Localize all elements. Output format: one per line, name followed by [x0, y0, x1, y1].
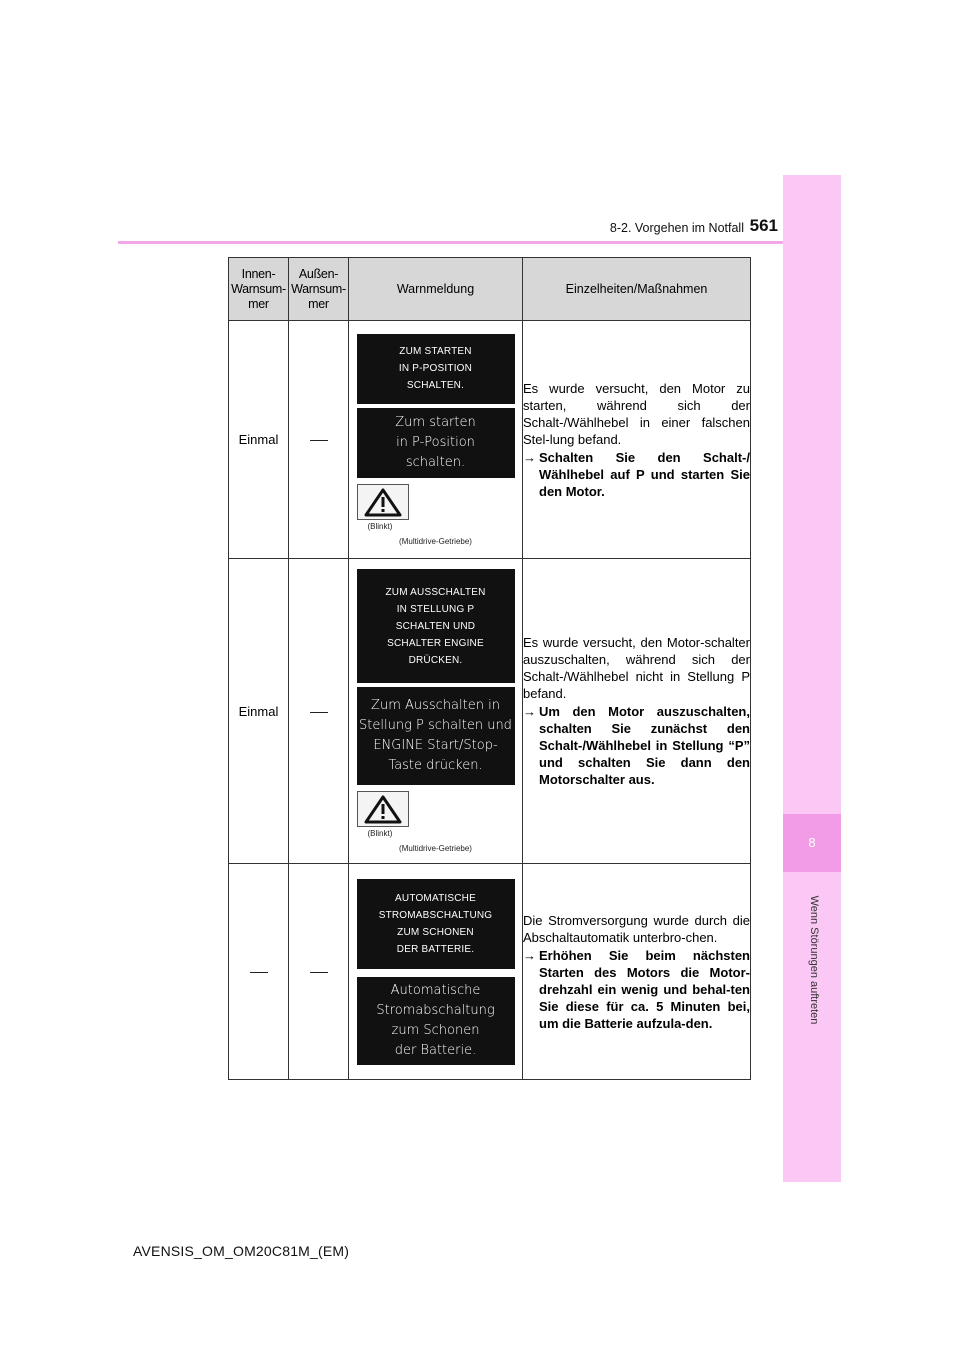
message-display-upper: ZUM STARTEN IN P-POSITION SCHALTEN.: [357, 334, 515, 404]
outer-buzzer-cell: [289, 559, 349, 864]
arrow-icon: →: [523, 947, 536, 963]
warning-table: [228, 257, 751, 1080]
dash-mark: [310, 972, 328, 973]
details-text: Die Stromversorgung wurde durch die Abschaltautomatik unterbro-chen.: [523, 912, 750, 945]
inner-buzzer-cell: Einmal: [229, 321, 289, 559]
message-display-lower: Zum Ausschalten in Stellung P schalten und ENGINE Start/Stop- Taste drücken.: [357, 687, 515, 785]
inner-buzzer-cell: Einmal: [229, 559, 289, 864]
action-item: [523, 449, 750, 500]
outer-buzzer-cell: [289, 864, 349, 1080]
page-number: 561: [749, 216, 778, 235]
message-display-lower: Automatische Stromabschaltung zum Schonen der Batterie.: [357, 977, 515, 1065]
message-display-upper: AUTOMATISCHE STROMABSCHALTUNG ZUM SCHONEN DER BATTERIE.: [357, 879, 515, 969]
document-code: AVENSIS_OM_OM20C81M_(EM): [133, 1243, 350, 1259]
transmission-note: (Multidrive-Getriebe): [399, 536, 472, 546]
action-item: [523, 947, 750, 1032]
blink-label: (Blinkt): [367, 829, 393, 838]
warning-triangle-icon: [357, 484, 409, 520]
action-item: [523, 703, 750, 788]
dash-mark: [310, 712, 328, 713]
action-text: Schalten Sie den Schalt-/ Wählhebel auf P und starten Sie den Motor.: [539, 449, 750, 499]
details-cell: [523, 864, 751, 1080]
header-divider: [118, 241, 841, 244]
details-cell: [523, 559, 751, 864]
warning-indicator: [357, 791, 515, 838]
header-outer-buzzer: Außen- Warnsum- mer: [289, 258, 349, 321]
arrow-icon: →: [523, 449, 536, 465]
message-display-lower: Zum starten in P-Position schalten.: [357, 408, 515, 478]
warning-indicator: [357, 484, 515, 531]
message-display-upper: ZUM AUSSCHALTEN IN STELLUNG P SCHALTEN UND SCHALTER ENGINE DRÜCKEN.: [357, 569, 515, 683]
header-details: Einzelheiten/Maßnahmen: [523, 258, 751, 321]
details-text: Es wurde versucht, den Motor-schalter auszuschalten, während sich der Schalt-/Wählhebel nicht in Stellung P befand.: [523, 635, 750, 701]
header-inner-buzzer: Innen- Warnsum- mer: [229, 258, 289, 321]
transmission-note: (Multidrive-Getriebe): [399, 844, 472, 853]
chapter-side-tab: [783, 175, 841, 1182]
action-text: Erhöhen Sie beim nächsten Starten des Motors die Motor-drehzahl ein wenig und behal-ten Sie diese für ca. 5 Minuten bei, um die Batterie aufzula-den.: [539, 947, 750, 1031]
blink-label: (Blinkt): [367, 521, 393, 531]
outer-buzzer-cell: [289, 321, 349, 559]
header-message: Warnmeldung: [349, 258, 523, 321]
dash-mark: [250, 972, 268, 973]
table-row: [229, 559, 751, 864]
action-text: Um den Motor auszuschalten, schalten Sie zunächst den Schalt-/Wählhebel in Stellung “P” und schalten Sie dann den Motorschalter aus.: [539, 704, 750, 787]
dash-mark: [310, 440, 328, 441]
chapter-number: 8: [783, 814, 841, 872]
table-row: [229, 864, 751, 1080]
warning-triangle-icon: [357, 791, 409, 827]
table-row: [229, 321, 751, 559]
arrow-icon: →: [523, 704, 536, 719]
details-cell: [523, 321, 751, 559]
section-title: 8-2. Vorgehen im Notfall: [609, 221, 744, 235]
message-cell: [349, 559, 523, 864]
message-cell: [349, 321, 523, 559]
inner-buzzer-cell: [229, 864, 289, 1080]
details-text: Es wurde versucht, den Motor zu starten, während sich der Schalt-/Wählhebel in einer falschen Stel-lung befand.: [523, 380, 750, 447]
message-cell: [349, 864, 523, 1080]
chapter-title: Wenn Störungen auftreten: [808, 895, 820, 1025]
table-header-row: [229, 258, 751, 321]
